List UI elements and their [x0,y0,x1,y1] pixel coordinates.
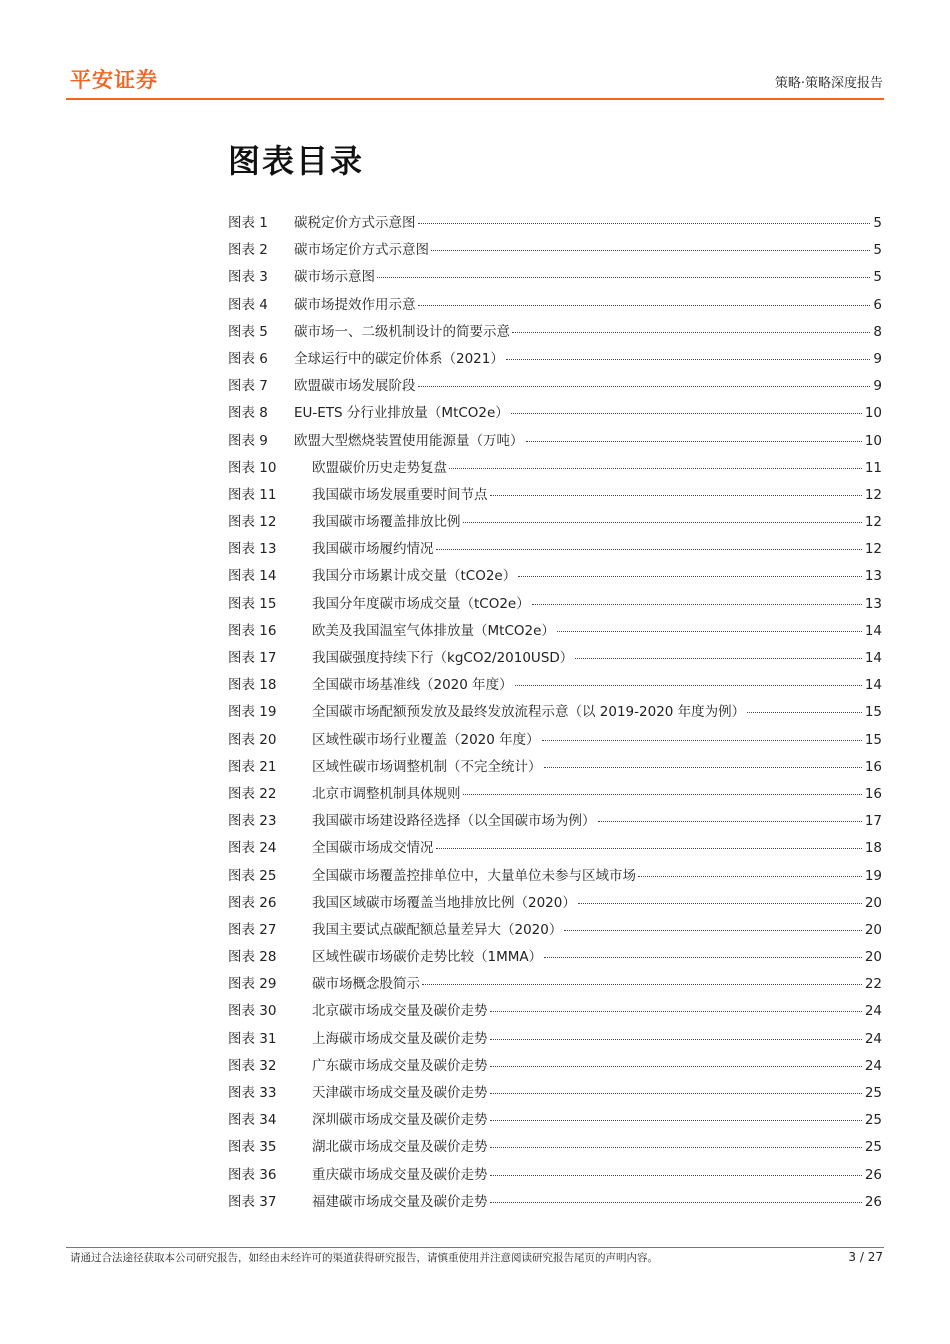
header-divider [66,98,884,100]
toc-figure-title: 全国碳市场成交情况 [312,840,434,857]
toc-entry[interactable] [228,618,882,645]
toc-entry[interactable] [228,1026,882,1053]
toc-dot-leader [557,631,862,632]
toc-dot-leader [542,740,862,741]
toc-figure-number: 图表 2 [228,242,268,259]
toc-figure-title: 区域性碳市场调整机制（不完全统计） [312,758,542,775]
toc-dot-leader [512,332,870,333]
toc-page-number: 13 [864,595,882,612]
toc-page-number: 25 [864,1085,882,1101]
toc-page-number: 16 [864,785,882,802]
report-category: 策略·策略深度报告 [774,76,883,91]
toc-page-number: 16 [864,758,882,775]
toc-figure-number: 图表 7 [228,378,268,395]
toc-entry[interactable] [228,1162,882,1189]
toc-entry[interactable] [228,890,882,917]
toc-figure-number: 图表 33 [228,1085,277,1101]
page-title: 图表目录 [228,142,365,180]
toc-figure-title: 我国碳市场覆盖排放比例 [312,514,461,531]
toc-page-number: 26 [864,1193,882,1210]
toc-page-number: 14 [864,650,882,666]
toc-entry[interactable] [228,944,882,971]
toc-figure-title: 碳税定价方式示意图 [294,215,416,231]
toc-figure-number: 图表 20 [228,731,277,748]
toc-figure-number: 图表 14 [228,568,277,585]
toc-figure-title: 区域性碳市场行业覆盖（2020 年度） [312,731,540,748]
toc-dot-leader [564,930,861,931]
toc-figure-title: 广东碳市场成交量及碳价走势 [312,1057,488,1074]
toc-entry[interactable] [228,536,882,563]
toc-figure-title: 福建碳市场成交量及碳价走势 [312,1193,488,1210]
toc-dot-leader [490,1120,862,1121]
toc-page-number: 12 [864,514,882,531]
toc-figure-title: 全国碳市场配额预发放及最终发放流程示意（以 2019-2020 年度为例） [312,704,746,721]
toc-figure-title: 天津碳市场成交量及碳价走势 [312,1085,488,1101]
toc-entry[interactable] [228,292,882,319]
toc-entry[interactable] [228,482,882,509]
toc-figure-title: 全球运行中的碳定价体系（2021） [294,350,504,367]
toc-dot-leader [511,413,862,414]
toc-entry[interactable] [228,917,882,944]
toc-page-number: 6 [873,296,882,313]
toc-entry[interactable] [228,563,882,590]
toc-entry[interactable] [228,645,882,672]
toc-dot-leader [490,1066,862,1067]
toc-dot-leader [544,767,862,768]
toc-page-number: 20 [864,921,882,938]
toc-figure-title: 北京碳市场成交量及碳价走势 [312,1003,488,1020]
footer-divider [66,1247,884,1248]
toc-figure-title: 碳市场概念股简示 [312,976,420,993]
toc-page-number: 9 [873,350,882,367]
toc-entry[interactable] [228,591,882,618]
toc-entry[interactable] [228,971,882,998]
toc-page-number: 14 [864,622,882,639]
toc-figure-title: 我国主要试点碳配额总量差异大（2020） [312,921,563,938]
toc-entry[interactable] [228,754,882,781]
toc-page-number: 9 [873,378,882,395]
toc-page-number: 20 [864,949,882,966]
toc-page-number: 24 [864,1003,882,1020]
toc-entry[interactable] [228,1189,882,1216]
toc-dot-leader [422,984,862,985]
company-logo: 平安证券 [70,68,158,92]
toc-figure-title: 我国分市场累计成交量（tCO2e） [312,568,517,585]
toc-dot-leader [490,1202,862,1203]
toc-entry[interactable] [228,1107,882,1134]
toc-entry[interactable] [228,1134,882,1161]
toc-page-number: 15 [864,704,882,721]
toc-dot-leader [436,848,862,849]
toc-entry[interactable] [228,400,882,427]
toc-figure-title: 北京市调整机制具体规则 [312,785,461,802]
toc-entry[interactable] [228,237,882,264]
toc-figure-number: 图表 31 [228,1030,277,1047]
toc-figure-title: 我国碳市场建设路径选择（以全国碳市场为例） [312,813,596,830]
toc-figure-number: 图表 27 [228,921,277,938]
toc-figure-title: 我国区域碳市场覆盖当地排放比例（2020） [312,894,576,911]
toc-page-number: 11 [864,459,882,476]
toc-page-number: 5 [873,269,882,286]
toc-entry[interactable] [228,727,882,754]
toc-dot-leader [598,821,862,822]
toc-figure-title: 重庆碳市场成交量及碳价走势 [312,1166,488,1183]
toc-dot-leader [578,903,862,904]
toc-figure-number: 图表 8 [228,405,268,422]
toc-dot-leader [463,522,862,523]
toc-figure-number: 图表 28 [228,949,277,966]
toc-figure-number: 图表 22 [228,785,277,802]
toc-dot-leader [418,386,871,387]
toc-figure-number: 图表 1 [228,215,268,231]
toc-figure-number: 图表 4 [228,296,268,313]
toc-entry[interactable] [228,455,882,482]
toc-figure-title: 我国碳市场发展重要时间节点 [312,486,488,503]
toc-figure-number: 图表 21 [228,758,277,775]
table-of-figures [228,210,882,1216]
toc-figure-number: 图表 12 [228,514,277,531]
toc-figure-number: 图表 13 [228,541,277,558]
toc-entry[interactable] [228,998,882,1025]
toc-figure-title: 欧盟碳市场发展阶段 [294,378,416,395]
toc-page-number: 26 [864,1166,882,1183]
toc-figure-number: 图表 3 [228,269,268,286]
toc-page-number: 20 [864,894,882,911]
toc-page-number: 12 [864,541,882,558]
toc-dot-leader [638,876,862,877]
toc-figure-number: 图表 17 [228,650,277,666]
toc-figure-number: 图表 34 [228,1112,277,1129]
toc-figure-number: 图表 18 [228,677,277,694]
toc-page-number: 22 [864,976,882,993]
toc-figure-number: 图表 25 [228,867,277,884]
toc-page-number: 5 [873,242,882,259]
toc-figure-title: 我国碳强度持续下行（kgCO2/2010USD） [312,650,574,666]
toc-figure-title: 上海碳市场成交量及碳价走势 [312,1030,488,1047]
toc-dot-leader [490,495,862,496]
toc-page-number: 13 [864,568,882,585]
toc-dot-leader [506,359,871,360]
toc-figure-number: 图表 29 [228,976,277,993]
toc-figure-number: 图表 30 [228,1003,277,1020]
toc-figure-title: 碳市场定价方式示意图 [294,242,429,259]
toc-figure-title: EU-ETS 分行业排放量（MtCO2e） [294,405,509,422]
toc-page-number: 24 [864,1057,882,1074]
toc-figure-title: 碳市场一、二级机制设计的简要示意 [294,323,510,340]
page-number: 3 / 27 [848,1250,883,1264]
toc-figure-number: 图表 24 [228,840,277,857]
toc-page-number: 24 [864,1030,882,1047]
toc-figure-number: 图表 11 [228,486,277,503]
toc-figure-title: 碳市场示意图 [294,269,375,286]
toc-entry[interactable] [228,672,882,699]
toc-figure-title: 碳市场提效作用示意 [294,296,416,313]
toc-entry[interactable] [228,428,882,455]
toc-page-number: 15 [864,731,882,748]
toc-dot-leader [377,277,870,278]
footer-disclaimer: 请通过合法途径获取本公司研究报告，如经由未经许可的渠道获得研究报告，请慎重使用并注意阅读研究报告尾页的声明内容。 [70,1252,658,1264]
toc-page-number: 25 [864,1139,882,1156]
toc-dot-leader [431,250,870,251]
toc-dot-leader [490,1011,862,1012]
toc-entry[interactable] [228,1080,882,1107]
toc-figure-title: 深圳碳市场成交量及碳价走势 [312,1112,488,1129]
toc-page-number: 17 [864,813,882,830]
toc-entry[interactable] [228,210,882,237]
toc-figure-number: 图表 15 [228,595,277,612]
toc-figure-title: 我国碳市场履约情况 [312,541,434,558]
toc-dot-leader [418,305,871,306]
toc-entry[interactable] [228,509,882,536]
toc-figure-number: 图表 19 [228,704,277,721]
toc-entry[interactable] [228,863,882,890]
toc-entry[interactable] [228,346,882,373]
toc-figure-title: 全国碳市场基准线（2020 年度） [312,677,513,694]
toc-page-number: 10 [864,432,882,449]
toc-figure-number: 图表 36 [228,1166,277,1183]
toc-dot-leader [526,441,862,442]
toc-entry[interactable] [228,808,882,835]
toc-entry[interactable] [228,1053,882,1080]
toc-page-number: 5 [873,215,882,231]
toc-page-number: 14 [864,677,882,694]
toc-figure-title: 区域性碳市场碳价走势比较（1MMA） [312,949,543,966]
toc-figure-number: 图表 6 [228,350,268,367]
toc-entry[interactable] [228,781,882,808]
toc-dot-leader [518,576,862,577]
toc-page-number: 18 [864,840,882,857]
toc-dot-leader [449,468,862,469]
toc-page-number: 19 [864,867,882,884]
toc-dot-leader [515,685,862,686]
toc-entry[interactable] [228,835,882,862]
toc-dot-leader [575,658,862,659]
toc-entry[interactable] [228,319,882,346]
toc-entry[interactable] [228,264,882,291]
toc-figure-title: 我国分年度碳市场成交量（tCO2e） [312,595,530,612]
toc-dot-leader [747,712,862,713]
toc-page-number: 12 [864,486,882,503]
toc-figure-number: 图表 16 [228,622,277,639]
toc-dot-leader [532,604,862,605]
toc-figure-title: 全国碳市场覆盖控排单位中，大量单位未参与区域市场 [312,867,636,884]
toc-dot-leader [490,1093,862,1094]
toc-figure-title: 欧盟碳价历史走势复盘 [312,459,447,476]
toc-dot-leader [544,957,862,958]
toc-dot-leader [490,1147,862,1148]
toc-figure-title: 欧美及我国温室气体排放量（MtCO2e） [312,622,555,639]
toc-page-number: 8 [873,323,882,340]
toc-figure-number: 图表 23 [228,813,277,830]
toc-page-number: 25 [864,1112,882,1129]
toc-figure-number: 图表 32 [228,1057,277,1074]
toc-figure-number: 图表 26 [228,894,277,911]
toc-entry[interactable] [228,373,882,400]
toc-entry[interactable] [228,699,882,726]
toc-figure-number: 图表 10 [228,459,277,476]
toc-dot-leader [490,1039,862,1040]
toc-figure-title: 湖北碳市场成交量及碳价走势 [312,1139,488,1156]
toc-figure-number: 图表 9 [228,432,268,449]
toc-dot-leader [436,549,862,550]
toc-dot-leader [490,1175,862,1176]
toc-figure-title: 欧盟大型燃烧装置使用能源量（万吨） [294,432,524,449]
toc-figure-number: 图表 5 [228,323,268,340]
toc-page-number: 10 [864,405,882,422]
toc-figure-number: 图表 37 [228,1193,277,1210]
toc-figure-number: 图表 35 [228,1139,277,1156]
toc-dot-leader [418,223,871,224]
toc-dot-leader [463,794,862,795]
